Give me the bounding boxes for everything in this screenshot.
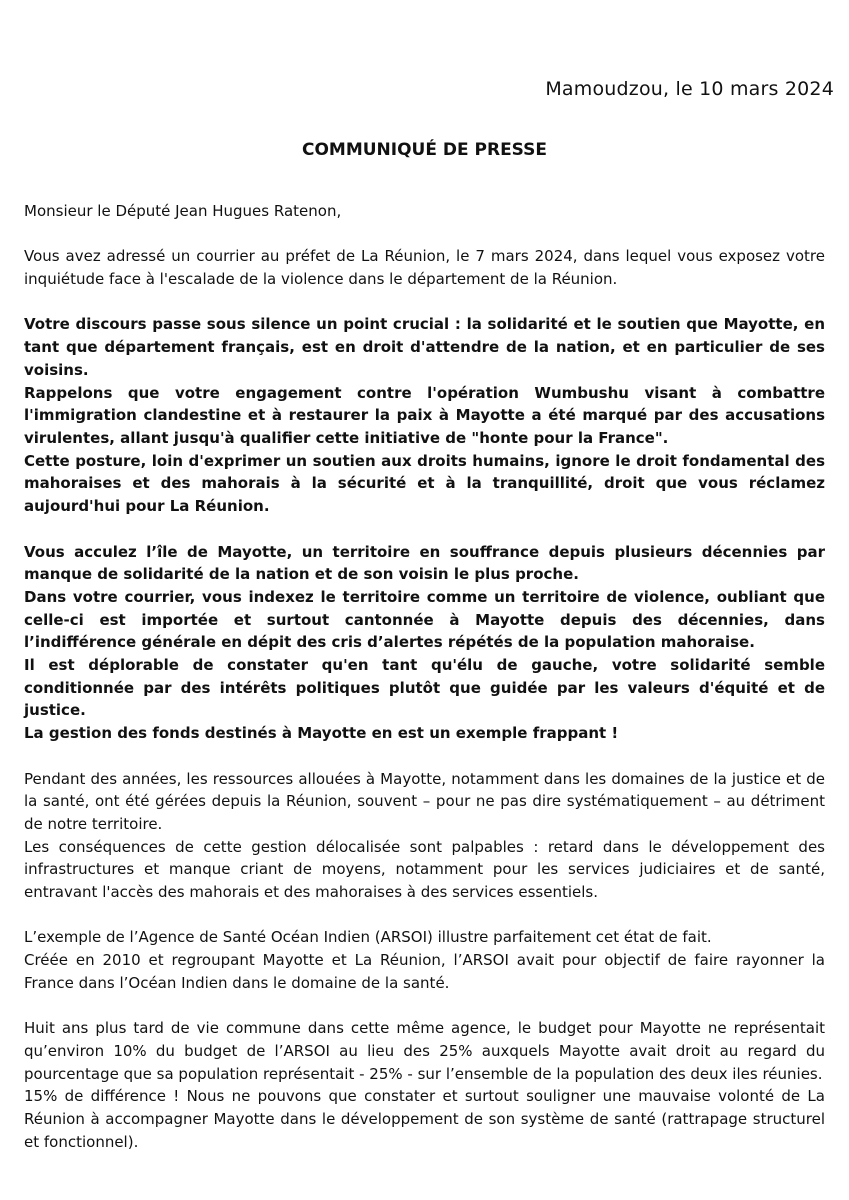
bold-paragraph: Dans votre courrier, vous indexez le territoire comme un territoire de violence, oubliant que celle-ci est importée et surtout cantonnée à Mayotte depuis des décennies, dans l’indifférence générale en dépit des cris d’alertes répétés de la population mahoraise. <box>24 587 825 652</box>
paragraph: Créée en 2010 et regroupant Mayotte et La Réunion, l’ARSOI avait pour objectif de faire rayonner la France dans l’Océan Indien dans le domaine de la santé. <box>24 951 825 992</box>
bold-paragraph: La gestion des fonds destinés à Mayotte en est un exemple frappant ! <box>24 724 619 743</box>
paragraph: L’exemple de l’Agence de Santé Océan Indien (ARSOI) illustre parfaitement cet état de fait. <box>24 928 712 947</box>
paragraph: Huit ans plus tard de vie commune dans cette même agence, le budget pour Mayotte ne représentait qu’environ 10% du budget de l’ARSOI au lieu des 25% auxquels Mayotte avait droit au regard du pourcentage que sa population représentait - 25% - sur l’ensemble de la population des deux iles réunies. <box>24 1019 825 1083</box>
bold-paragraph: Votre discours passe sous silence un point crucial : la solidarité et le soutien que Mayotte, en tant que département français, est en droit d'attendre de la nation, et en particulier de ses voisins. <box>24 315 825 379</box>
bold-paragraph: Il est déplorable de constater qu'en tant qu'élu de gauche, votre solidarité semble conditionnée par des intérêts politiques plutôt que guidée par les valeurs d'équité et de justice. <box>24 656 825 720</box>
paragraph: Pendant des années, les ressources allouées à Mayotte, notamment dans les domaines de la justice et de la santé, ont été gérées depuis la Réunion, souvent – pour ne pas dire systématiquement – au détriment de notre territoire. <box>24 769 825 833</box>
paragraph-spacer <box>24 518 825 541</box>
bold-paragraph: Rappelons que votre engagement contre l'opération Wumbushu visant à combattre l'immigration clandestine et à restaurer la paix à Mayotte a été marqué par des accusations virulentes, allant jusqu'à qualifier cette initiative de "honte pour la France". <box>24 383 825 447</box>
paragraph: Les conséquences de cette gestion délocalisée sont palpables : retard dans le développement des infrastructures et manque criant de moyens, notamment pour les services judiciaires et de santé, entravant l'accès des mahorais et des mahoraises à des services essentiels. <box>24 837 825 902</box>
paragraph-spacer <box>24 291 825 314</box>
document-title: COMMUNIQUÉ DE PRESSE <box>301 140 548 160</box>
salutation: Monsieur le Député Jean Hugues Ratenon, <box>24 202 342 220</box>
paragraph: 15% de différence ! Nous ne pouvons que constater et surtout souligner une mauvaise volonté de La Réunion à accompagner Mayotte dans le développement de son système de santé (rattrapage structurel et fonctionnel). <box>24 1087 825 1151</box>
paragraph: Vous avez adressé un courrier au préfet de La Réunion, le 7 mars 2024, dans lequel vous exposez votre inquiétude face à l'escalade de la violence dans le département de la Réunion. <box>24 247 825 289</box>
paragraph-spacer <box>24 995 825 1018</box>
paragraph-spacer <box>24 904 825 927</box>
bold-paragraph: Cette posture, loin d'exprimer un soutien aux droits humains, ignore le droit fondamental des mahoraises et des mahorais à la sécurité et à la tranquillité, droit que vous réclamez aujourd'hui pour La Réunion. <box>24 451 825 516</box>
paragraph-spacer <box>24 745 825 768</box>
document-date: Mamoudzou, le 10 mars 2024 <box>545 78 834 100</box>
bold-paragraph: Vous acculez l’île de Mayotte, un territoire en souffrance depuis plusieurs décennies par manque de solidarité de la nation et de son voisin le plus proche. <box>24 542 825 584</box>
document-body <box>24 200 825 1153</box>
